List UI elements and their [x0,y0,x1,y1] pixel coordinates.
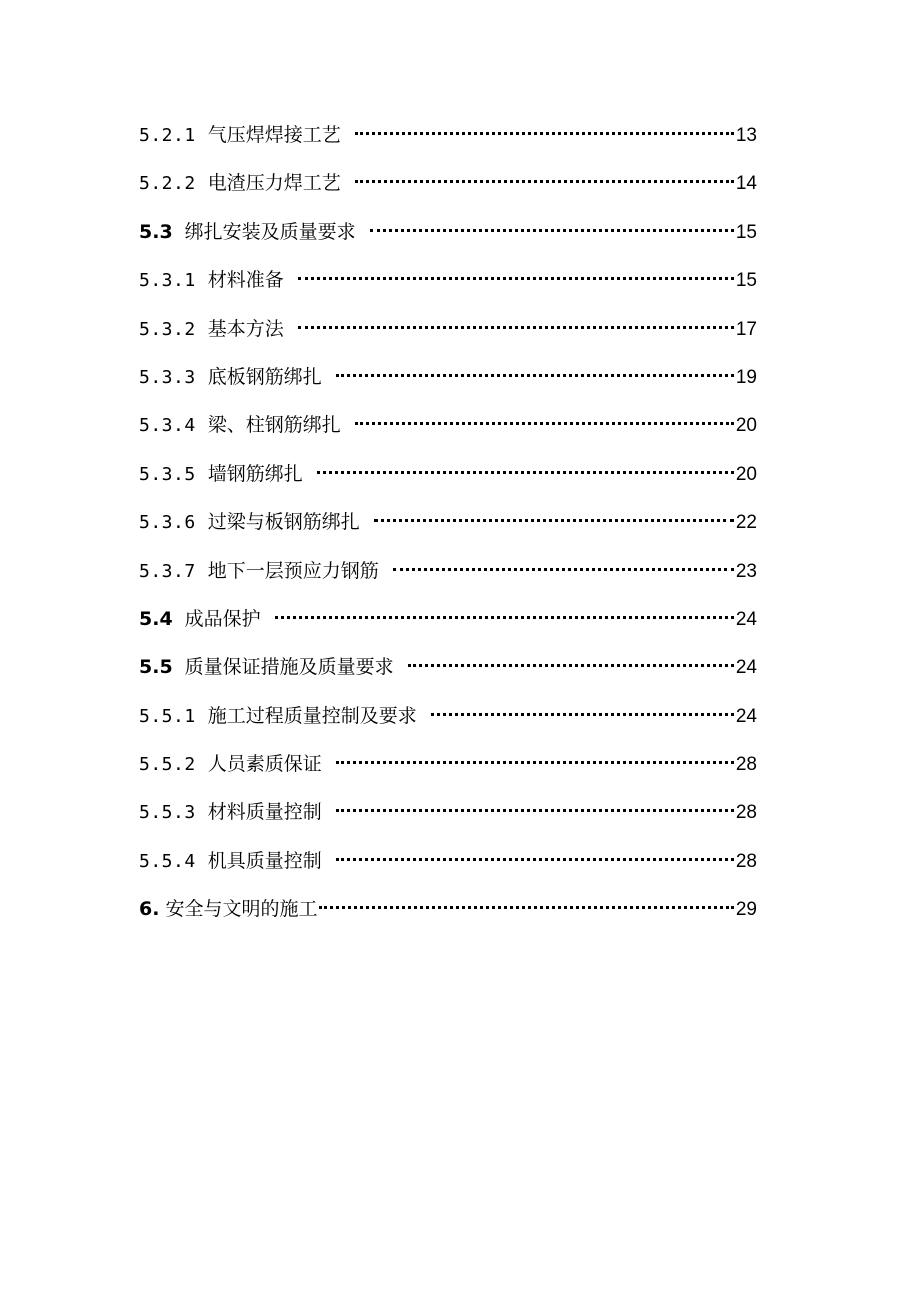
dot-leader [374,519,734,522]
toc-entry-page: 22 [735,512,757,534]
dot-leader [355,422,734,425]
toc-entry-5-3[interactable] [139,213,757,261]
toc-entry-number: 5.5.1 [139,705,196,727]
toc-entry-5-3-4[interactable] [139,406,757,454]
toc-entry-page: 13 [735,125,757,146]
dot-leader [319,906,733,909]
toc-entry-5-3-3[interactable] [139,358,757,406]
toc-entry-6[interactable] [139,890,757,938]
toc-entry-title: 绑扎安装及质量要求 [184,220,356,243]
toc-entry-page: 20 [735,415,757,437]
toc-entry-title: 材料准备 [207,269,284,292]
dot-leader [298,277,734,280]
toc-entry-5-5-1[interactable] [139,697,757,745]
dot-leader [317,471,734,474]
dot-leader [355,132,734,135]
toc-entry-title: 施工过程质量控制及要求 [207,704,417,727]
toc-entry-page: 28 [735,754,757,776]
toc-entry-page: 29 [735,899,757,921]
toc-entry-5-2-2[interactable] [139,164,757,212]
toc-entry-page: 28 [735,850,757,872]
toc-entry-title: 底板钢筋绑扎 [207,365,322,388]
toc-entry-5-5[interactable] [139,648,757,696]
toc-entry-title: 基本方法 [207,317,284,340]
dot-leader [298,326,734,329]
toc-entry-5-5-4[interactable] [139,842,757,890]
toc-entry-number: 5.5.4 [139,850,196,872]
toc-entry-5-3-5[interactable] [139,455,757,503]
toc-entry-number: 5.3.1 [139,270,196,292]
toc-entry-title: 气压焊焊接工艺 [207,124,341,146]
dot-leader [370,229,734,232]
toc-entry-5-3-1[interactable] [139,261,757,309]
toc-entry-number: 5.5 [139,656,173,679]
toc-entry-title: 地下一层预应力钢筋 [207,559,379,582]
toc-entry-number: 5.3.6 [139,512,196,534]
toc-entry-title: 电渣压力焊工艺 [207,172,341,195]
toc-entry-page: 15 [735,270,757,292]
toc-entry-5-5-3[interactable] [139,793,757,841]
toc-entry-number: 5.5.2 [139,754,196,776]
toc-entry-number: 5.5.3 [139,802,196,824]
toc-entry-title: 质量保证措施及质量要求 [184,656,394,679]
toc-entry-number: 5.3.5 [139,463,196,485]
toc-entry-page: 24 [735,608,757,630]
toc-entry-5-3-7[interactable] [139,552,757,600]
toc-entry-page: 23 [735,560,757,582]
toc-entry-number: 6. [139,898,160,921]
toc-entry-5-2-1[interactable] [139,116,757,164]
table-of-contents [139,116,757,939]
toc-entry-title: 安全与文明的施工 [165,898,318,921]
toc-entry-number: 5.3.7 [139,560,196,582]
toc-entry-number: 5.3 [139,220,173,243]
toc-entry-title: 墙钢筋绑扎 [207,462,303,485]
toc-entry-5-4[interactable] [139,600,757,648]
toc-entry-number: 5.2.2 [139,173,196,195]
toc-entry-page: 17 [735,318,757,340]
toc-entry-title: 过梁与板钢筋绑扎 [207,511,360,534]
dot-leader [408,664,734,667]
dot-leader [336,858,734,861]
toc-entry-5-3-2[interactable] [139,310,757,358]
toc-entry-page: 24 [735,705,757,727]
toc-entry-5-5-2[interactable] [139,745,757,793]
dot-leader [336,374,734,377]
toc-entry-number: 5.3.2 [139,318,196,340]
toc-entry-page: 20 [735,463,757,485]
toc-entry-number: 5.4 [139,607,173,630]
dot-leader [431,713,734,716]
toc-entry-page: 15 [735,221,757,243]
toc-entry-title: 材料质量控制 [207,801,322,824]
toc-entry-number: 5.3.3 [139,366,196,388]
toc-entry-number: 5.2.1 [139,125,196,146]
toc-entry-page: 14 [735,173,757,195]
toc-entry-title: 成品保护 [184,607,261,630]
dot-leader [393,568,734,571]
toc-entry-page: 28 [735,802,757,824]
dot-leader [275,616,734,619]
dot-leader [336,761,734,764]
toc-entry-page: 19 [735,366,757,388]
dot-leader [336,809,734,812]
toc-entry-page: 24 [735,657,757,679]
toc-entry-title: 人员素质保证 [207,753,322,776]
toc-entry-5-3-6[interactable] [139,503,757,551]
toc-entry-number: 5.3.4 [139,415,196,437]
toc-entry-title: 梁、柱钢筋绑扎 [207,414,341,437]
dot-leader [355,180,734,183]
toc-entry-title: 机具质量控制 [207,849,322,872]
